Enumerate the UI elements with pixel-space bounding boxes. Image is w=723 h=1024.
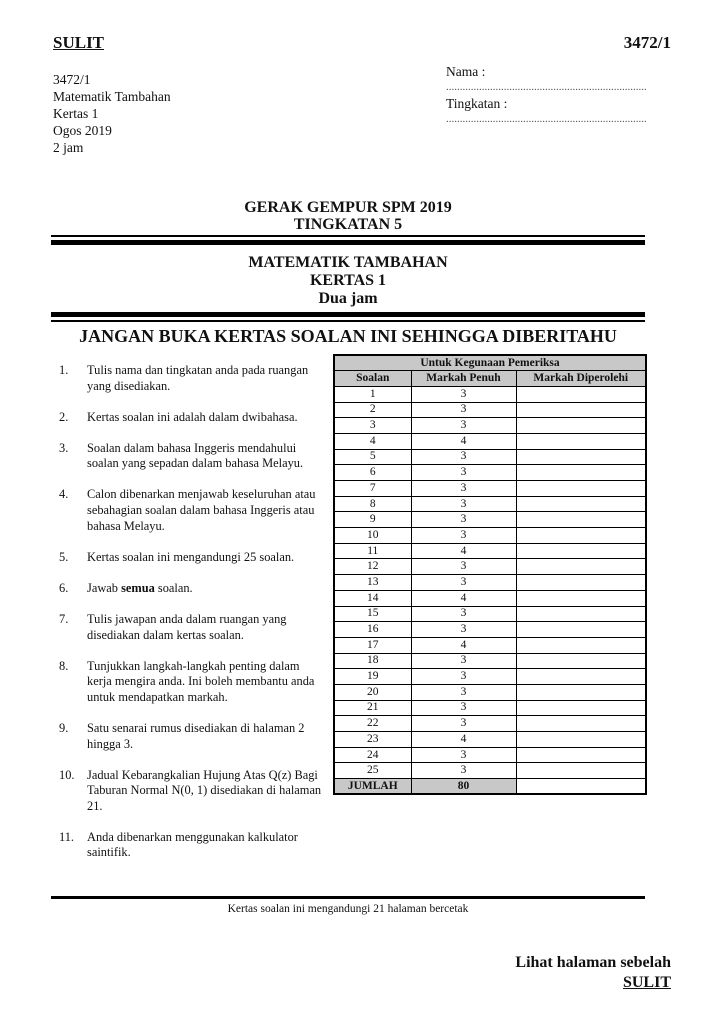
- meta-subject: Matematik Tambahan: [53, 89, 171, 104]
- marks-obtained[interactable]: [516, 481, 646, 497]
- exam-title: [51, 199, 645, 233]
- classification-bottom: SULIT: [622, 974, 671, 991]
- instruction-item: 4. Calon dibenarkan menjawab keseluruhan atau sebahagian soalan dalam bahasa Inggeris atau bahasa Melayu.: [59, 487, 316, 533]
- marks-obtained[interactable]: [516, 763, 646, 779]
- marks-obtained[interactable]: [516, 512, 646, 528]
- table-row: [334, 622, 646, 638]
- marks-obtained[interactable]: [516, 747, 646, 763]
- full-marks: 3: [411, 418, 516, 434]
- marks-obtained[interactable]: [516, 575, 646, 591]
- form-field[interactable]: .........................................................................: [446, 113, 647, 125]
- total-full-marks: 80: [411, 779, 516, 795]
- question-number: 19: [334, 669, 411, 685]
- question-number: 4: [334, 433, 411, 449]
- table-row: [334, 386, 646, 402]
- question-number: 15: [334, 606, 411, 622]
- marks-obtained[interactable]: [516, 528, 646, 544]
- question-number: 23: [334, 732, 411, 748]
- marks-obtained[interactable]: [516, 606, 646, 622]
- subject-title: [51, 254, 645, 308]
- full-marks: 3: [411, 763, 516, 779]
- exam-form: TINGKATAN 5: [293, 216, 403, 233]
- question-number: 1: [334, 386, 411, 402]
- next-page-block: [515, 953, 671, 993]
- full-marks: 3: [411, 528, 516, 544]
- table-row: [334, 449, 646, 465]
- marks-obtained[interactable]: [516, 684, 646, 700]
- question-number: 21: [334, 700, 411, 716]
- full-marks: 3: [411, 747, 516, 763]
- meta-code: 3472/1: [53, 72, 91, 87]
- column-header-marks-obtained: Markah Diperolehi: [516, 371, 646, 387]
- warning-heading: JANGAN BUKA KERTAS SOALAN INI SEHINGGA DIBERITAHU: [79, 326, 617, 346]
- total-marks-obtained[interactable]: [516, 779, 646, 795]
- question-number: 5: [334, 449, 411, 465]
- meta-duration: 2 jam: [53, 140, 84, 155]
- meta-date: Ogos 2019: [53, 123, 112, 138]
- question-number: 17: [334, 637, 411, 653]
- paper-meta: [53, 71, 171, 156]
- question-number: 8: [334, 496, 411, 512]
- question-number: 22: [334, 716, 411, 732]
- instruction-item: 10. Jadual Kebarangkalian Hujung Atas Q(z) Bagi Taburan Normal N(0, 1) disediakan di halaman 21.: [59, 767, 322, 813]
- divider-thick: [51, 312, 645, 317]
- question-number: 7: [334, 481, 411, 497]
- emphasis: semua: [121, 580, 155, 595]
- table-row: [334, 732, 646, 748]
- total-row: [334, 779, 646, 795]
- question-number: 9: [334, 512, 411, 528]
- classification-top: SULIT: [53, 33, 105, 52]
- next-page-label: Lihat halaman sebelah: [515, 954, 671, 971]
- question-number: 16: [334, 622, 411, 638]
- name-label: Nama :: [446, 64, 486, 79]
- instruction-item: 8. Tunjukkan langkah-langkah penting dalam kerja mengira anda. Ini boleh membantu anda untuk mendapatkan markah.: [59, 658, 315, 704]
- marks-obtained[interactable]: [516, 653, 646, 669]
- divider-thick: [51, 240, 645, 245]
- instruction-item: 9. Satu senarai rumus disediakan di halaman 2 hingga 3.: [59, 720, 305, 751]
- marks-obtained[interactable]: [516, 637, 646, 653]
- subject-name: MATEMATIK TAMBAHAN: [248, 254, 448, 271]
- column-header-full-marks: Markah Penuh: [411, 371, 516, 387]
- table-row: [334, 496, 646, 512]
- paper-duration: Dua jam: [318, 290, 378, 307]
- full-marks: 3: [411, 496, 516, 512]
- marks-obtained[interactable]: [516, 402, 646, 418]
- question-number: 2: [334, 402, 411, 418]
- table-row: [334, 512, 646, 528]
- full-marks: 3: [411, 512, 516, 528]
- table-row: [334, 637, 646, 653]
- full-marks: 3: [411, 402, 516, 418]
- full-marks: 3: [411, 716, 516, 732]
- paper-code-top: 3472/1: [623, 33, 671, 52]
- question-number: 3: [334, 418, 411, 434]
- marks-obtained[interactable]: [516, 496, 646, 512]
- full-marks: 3: [411, 622, 516, 638]
- table-row: [334, 653, 646, 669]
- table-row: [334, 402, 646, 418]
- table-row: [334, 716, 646, 732]
- divider-thin: [51, 235, 645, 237]
- table-row: [334, 590, 646, 606]
- instruction-item: 5. Kertas soalan ini mengandungi 25 soalan.: [59, 549, 295, 564]
- full-marks: 3: [411, 386, 516, 402]
- exam-name: GERAK GEMPUR SPM 2019: [244, 199, 452, 216]
- full-marks: 4: [411, 543, 516, 559]
- full-marks: 4: [411, 433, 516, 449]
- marks-obtained[interactable]: [516, 622, 646, 638]
- divider-bottom: [51, 896, 645, 899]
- marks-obtained[interactable]: [516, 386, 646, 402]
- total-label: JUMLAH: [334, 779, 411, 795]
- page-count-note: Kertas soalan ini mengandungi 21 halaman bercetak: [227, 903, 469, 915]
- marks-obtained[interactable]: [516, 418, 646, 434]
- examiner-marks-table: [333, 354, 647, 795]
- table-row: [334, 606, 646, 622]
- instruction-item: 11. Anda dibenarkan menggunakan kalkulator saintifik.: [59, 829, 298, 860]
- full-marks: 3: [411, 669, 516, 685]
- full-marks: 3: [411, 684, 516, 700]
- instruction-item: 7. Tulis jawapan anda dalam ruangan yang disediakan dalam kertas soalan.: [59, 611, 287, 642]
- marks-obtained[interactable]: [516, 449, 646, 465]
- marks-obtained[interactable]: [516, 716, 646, 732]
- marks-obtained[interactable]: [516, 465, 646, 481]
- marks-obtained[interactable]: [516, 433, 646, 449]
- table-row: [334, 543, 646, 559]
- full-marks: 3: [411, 653, 516, 669]
- name-field[interactable]: .........................................................................: [446, 81, 647, 93]
- question-number: 24: [334, 747, 411, 763]
- marks-obtained[interactable]: [516, 732, 646, 748]
- question-number: 25: [334, 763, 411, 779]
- full-marks: 4: [411, 732, 516, 748]
- table-caption: Untuk Kegunaan Pemeriksa: [334, 355, 646, 371]
- full-marks: 3: [411, 481, 516, 497]
- table-row: [334, 575, 646, 591]
- table-row: [334, 559, 646, 575]
- divider-thin: [51, 320, 645, 322]
- question-number: 13: [334, 575, 411, 591]
- table-row: [334, 528, 646, 544]
- full-marks: 3: [411, 449, 516, 465]
- question-number: 10: [334, 528, 411, 544]
- full-marks: 4: [411, 590, 516, 606]
- table-row: [334, 481, 646, 497]
- full-marks: 3: [411, 700, 516, 716]
- form-label: Tingkatan :: [446, 96, 508, 111]
- full-marks: 3: [411, 606, 516, 622]
- full-marks: 3: [411, 559, 516, 575]
- question-number: 18: [334, 653, 411, 669]
- instruction-item: 6. Jawab semua soalan.: [59, 580, 193, 595]
- marks-obtained[interactable]: [516, 669, 646, 685]
- marks-obtained[interactable]: [516, 559, 646, 575]
- marks-table-body: [334, 386, 646, 778]
- table-row: [334, 465, 646, 481]
- column-header-question: Soalan: [334, 371, 411, 387]
- instruction-item: 1. Tulis nama dan tingkatan anda pada ruangan yang disediakan.: [59, 363, 309, 393]
- table-row: [334, 433, 646, 449]
- table-row: [334, 684, 646, 700]
- meta-paper: Kertas 1: [53, 106, 99, 121]
- table-row: [334, 700, 646, 716]
- instruction-item: 3. Soalan dalam bahasa Inggeris mendahului soalan yang sepadan dalam bahasa Melayu.: [59, 440, 304, 471]
- paper-name: KERTAS 1: [309, 272, 387, 289]
- question-number: 20: [334, 684, 411, 700]
- candidate-identity: [446, 63, 678, 127]
- table-row: [334, 669, 646, 685]
- question-number: 11: [334, 543, 411, 559]
- question-number: 12: [334, 559, 411, 575]
- full-marks: 3: [411, 575, 516, 591]
- marks-obtained[interactable]: [516, 543, 646, 559]
- question-number: 14: [334, 590, 411, 606]
- marks-obtained[interactable]: [516, 590, 646, 606]
- table-row: [334, 763, 646, 779]
- full-marks: 3: [411, 465, 516, 481]
- instructions-list: [59, 363, 324, 877]
- question-number: 6: [334, 465, 411, 481]
- instruction-item: 2. Kertas soalan ini adalah dalam dwibahasa.: [59, 409, 298, 424]
- table-row: [334, 418, 646, 434]
- full-marks: 4: [411, 637, 516, 653]
- marks-obtained[interactable]: [516, 700, 646, 716]
- table-row: [334, 747, 646, 763]
